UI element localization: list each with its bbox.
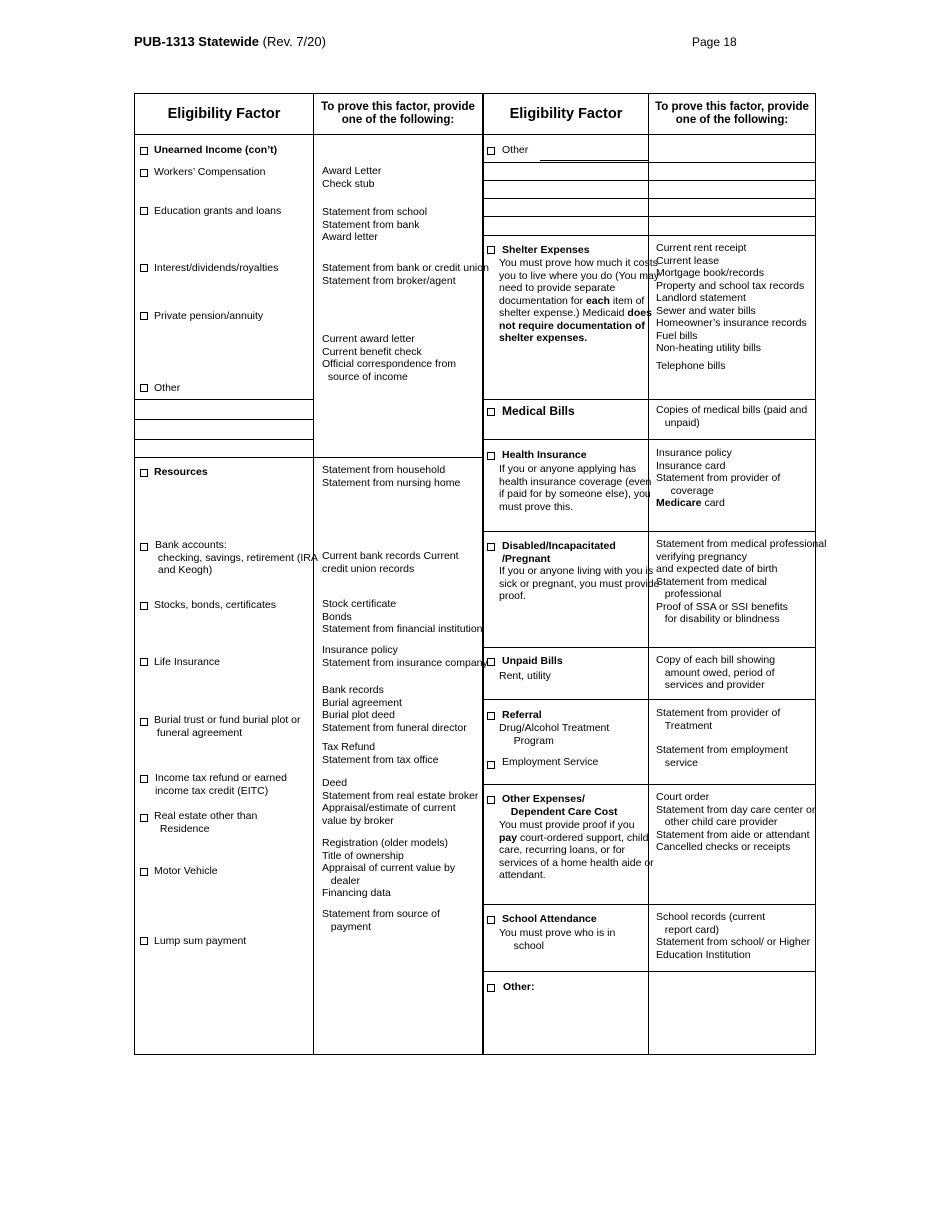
proof-health-insurance: Insurance policy Insurance card Statement from provider of coverage Medicare card [656, 447, 781, 509]
proof-stocks: Stock certificate Bonds Statement from financial institution [322, 598, 483, 635]
factor-shelter-desc: You must prove how much it costs you to live where you do (You may need to provide separate documentation for each item of shelter expense.) Medicaid does not require documentation of shelter expenses. [499, 257, 660, 344]
factor-disabled-desc: If you or anyone living with you is sick or pregnant, you must provide proof. [499, 565, 660, 602]
header-rule [135, 134, 815, 135]
proof-lump-sum: Statement from source of payment [322, 908, 440, 933]
checkbox-other-income[interactable] [140, 384, 148, 392]
proof-resources: Statement from household Statement from nursing home [322, 464, 461, 489]
factor-school-attendance-desc: You must prove who is in school [499, 927, 616, 952]
row-rule [484, 439, 815, 440]
header-prove-left: To prove this factor, provide one of the following: [321, 101, 475, 126]
factor-education: Education grants and loans [154, 205, 282, 217]
row-rule [484, 216, 815, 217]
row-rule [484, 784, 815, 785]
row-rule [484, 904, 815, 905]
checkbox-interest[interactable] [140, 264, 148, 272]
revision: (Rev. 7/20) [262, 34, 326, 49]
checkbox-bank-accounts[interactable] [140, 543, 148, 551]
proof-education: Statement from school Statement from bank Award letter [322, 206, 428, 243]
eligibility-table [134, 93, 827, 1055]
checkbox-burial[interactable] [140, 718, 148, 726]
factor-disabled-title: Disabled/Incapacitated /Pregnant [502, 540, 616, 565]
factor-health-insurance-desc: If you or anyone applying has health insurance coverage (even if paid for by someone else), you must prove this. [499, 463, 652, 513]
factor-resources: Resources [154, 466, 208, 478]
proof-tax-refund: Tax Refund Statement from tax office [322, 741, 439, 766]
document-id: PUB-1313 Statewide (Rev. 7/20) [134, 34, 326, 49]
proof-disabled: Statement from medical professional verifying pregnancy and expected date of birth Statement from medical professional Proof of SSA or SSI benefits for disability or blindness [656, 538, 827, 625]
row-rule [484, 699, 815, 700]
factor-other-final: Other: [503, 981, 535, 993]
checkbox-lump-sum[interactable] [140, 937, 148, 945]
factor-life-insurance: Life Insurance [154, 656, 220, 668]
row-rule [484, 971, 815, 972]
fill-line [540, 160, 648, 161]
checkbox-unpaid-bills[interactable] [487, 658, 495, 666]
checkbox-stocks[interactable] [140, 602, 148, 610]
factor-referral-title: Referral [502, 709, 542, 721]
checkbox-other-top[interactable] [487, 147, 495, 155]
proof-bank-accounts: Current bank records Current credit union records [322, 550, 459, 575]
checkbox-school-attendance[interactable] [487, 916, 495, 924]
factor-motor-vehicle: Motor Vehicle [154, 865, 218, 877]
factor-pension: Private pension/annuity [154, 310, 264, 322]
factor-other-expenses-title: Other Expenses/ Dependent Care Cost [502, 793, 618, 818]
factor-school-attendance-title: School Attendance [502, 913, 597, 925]
row-rule [135, 457, 483, 458]
header-eligibility-factor-left: Eligibility Factor [167, 106, 281, 122]
checkbox-unearned-income[interactable] [140, 147, 148, 155]
row-rule [484, 399, 815, 400]
factor-real-estate: Real estate other than Residence [154, 810, 258, 835]
factor-shelter-title: Shelter Expenses [502, 244, 590, 256]
checkbox-other-expenses[interactable] [487, 796, 495, 804]
proof-unpaid-bills: Copy of each bill showing amount owed, period of services and provider [656, 654, 776, 691]
page-number: Page 18 [692, 35, 737, 49]
factor-burial: Burial trust or fund burial plot or funeral agreement [154, 714, 301, 739]
checkbox-resources[interactable] [140, 469, 148, 477]
checkbox-pension[interactable] [140, 312, 148, 320]
row-rule [484, 198, 815, 199]
factor-unpaid-bills-desc: Rent, utility [499, 670, 551, 682]
checkbox-education[interactable] [140, 207, 148, 215]
checkbox-medical-bills[interactable] [487, 408, 495, 416]
proof-pension: Current award letter Current benefit check Official correspondence from source of income [322, 333, 457, 383]
factor-lump-sum: Lump sum payment [154, 935, 247, 947]
checkbox-other-final[interactable] [487, 984, 495, 992]
checkbox-disabled[interactable] [487, 543, 495, 551]
factor-tax-refund: Income tax refund or earned income tax credit (EITC) [155, 772, 287, 797]
checkbox-motor-vehicle[interactable] [140, 868, 148, 876]
checkbox-employment[interactable] [487, 761, 495, 769]
proof-school-attendance: School records (current report card) Statement from school/ or Higher Education Institution [656, 911, 811, 961]
factor-other-expenses-desc: You must provide proof if you pay court-ordered support, child care, recurring loans, or for services of a home health aide or attendant. [499, 819, 654, 881]
factor-other-top: Other [502, 144, 529, 156]
proof-life-insurance: Insurance policy Statement from insurance company [322, 644, 488, 669]
checkbox-tax-refund[interactable] [140, 775, 148, 783]
proof-burial: Bank records Burial agreement Burial plot deed Statement from funeral director [322, 684, 467, 734]
row-rule [484, 162, 815, 163]
checkbox-real-estate[interactable] [140, 814, 148, 822]
factor-bank-accounts: Bank accounts: checking, savings, retirement (IRA and Keogh) [155, 539, 318, 576]
header-eligibility-factor-right: Eligibility Factor [509, 106, 623, 122]
row-rule [484, 235, 815, 236]
factor-stocks: Stocks, bonds, certificates [154, 599, 276, 611]
proof-workers-comp: Award Letter Check stub [322, 165, 382, 190]
checkbox-health-insurance[interactable] [487, 452, 495, 460]
checkbox-life-insurance[interactable] [140, 658, 148, 666]
proof-shelter: Current rent receipt Current lease Mortgage book/records Property and school tax records Landlord statement Sewer and water bills Homeowner’s insurance records Fuel bills Non-heating utility bills [656, 242, 807, 354]
factor-unearned-income: Unearned Income (con’t) [154, 144, 278, 156]
factor-interest: Interest/dividends/royalties [154, 262, 279, 274]
row-rule [484, 180, 815, 181]
factor-employment: Employment Service [502, 756, 599, 768]
factor-health-insurance-title: Health Insurance [502, 449, 587, 461]
proof-medical-bills: Copies of medical bills (paid and unpaid) [656, 404, 808, 429]
proof-employment: Statement from employment service [656, 744, 788, 769]
factor-medical-bills: Medical Bills [502, 404, 575, 418]
proof-motor-vehicle: Registration (older models) Title of ownership Appraisal of current value by dealer Financing data [322, 837, 456, 899]
proof-real-estate: Deed Statement from real estate broker Appraisal/estimate of current value by broker [322, 777, 479, 827]
proof-referral: Statement from provider of Treatment [656, 707, 781, 732]
checkbox-referral[interactable] [487, 712, 495, 720]
row-rule [135, 399, 313, 400]
checkbox-workers-comp[interactable] [140, 169, 148, 177]
header-prove-right: To prove this factor, provide one of the following: [655, 101, 809, 126]
factor-unpaid-bills-title: Unpaid Bills [502, 655, 563, 667]
row-rule [484, 531, 815, 532]
row-rule [135, 419, 313, 420]
checkbox-shelter[interactable] [487, 246, 495, 254]
row-rule [135, 439, 313, 440]
proof-other-expenses: Court order Statement from day care center or other child care provider Statement from aide or attendant Cancelled checks or receipts [656, 791, 816, 853]
row-rule [484, 647, 815, 648]
col-divider-center [482, 94, 484, 1054]
factor-other-income: Other [154, 382, 181, 394]
proof-interest: Statement from bank or credit union Statement from broker/agent [322, 262, 489, 287]
proof-shelter-telephone: Telephone bills [656, 360, 726, 372]
factor-referral-desc: Drug/Alcohol Treatment Program [499, 722, 610, 747]
factor-workers-comp: Workers’ Compensation [154, 166, 266, 178]
